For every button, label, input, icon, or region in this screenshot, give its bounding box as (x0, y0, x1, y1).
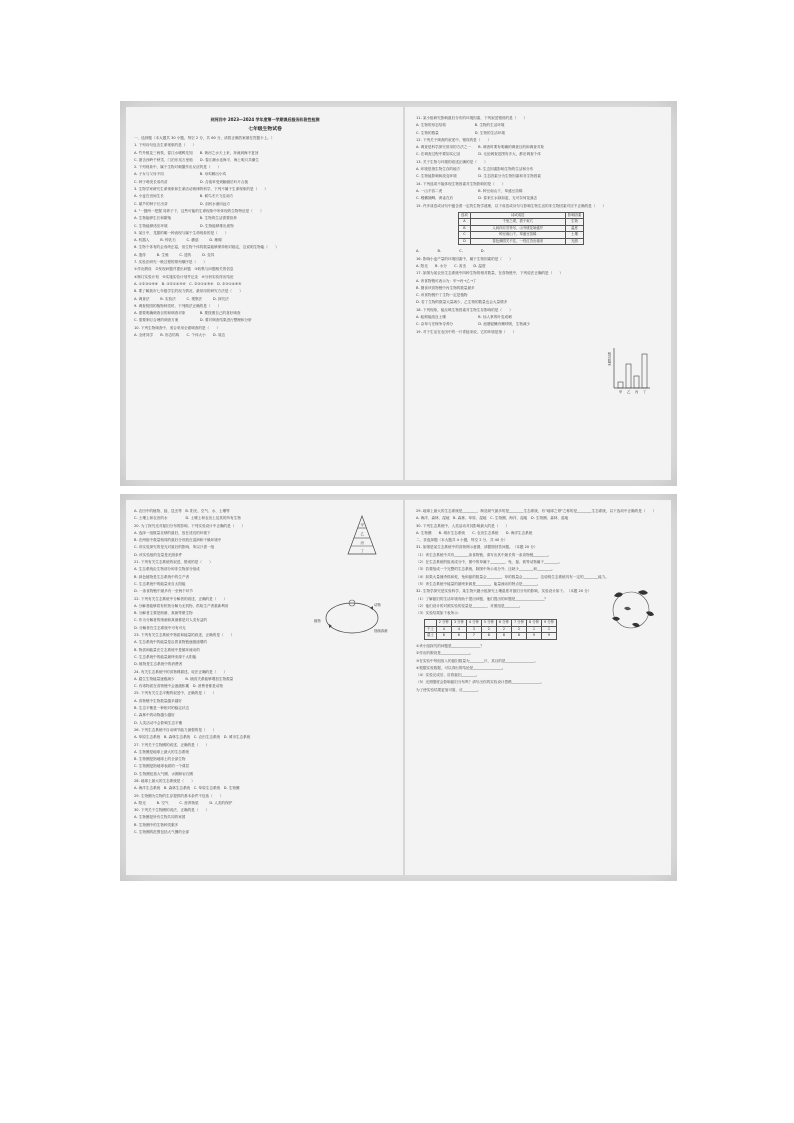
question-line: C. 生物的数量 D. 生物的生活环境 (416, 130, 505, 135)
question-line: （4）如果大量捕杀狐和蛇，兔和鼠的数量会________，草的数量会________，这说明生态系统具有一定的________能力。 (416, 574, 609, 579)
question-line: C. 需要制订合理的调查方案 D. 要对调查结果进行整理和分析 (134, 318, 252, 323)
table-cell: 春色满园关不住，一枝红杏出墙来 (470, 238, 565, 245)
table-cell: 3 (466, 626, 481, 633)
question-line: 为了使实验结果更加可靠，应________。 (416, 687, 481, 692)
question-line: 3. 生物学家研究生命现象和生命活动规律的科学，下列不属于生命现象的是（ ） (134, 187, 268, 192)
question-line: （5）光照强度会影响鼠妇分布吗？请写出你的实验设计思路________________。 (416, 680, 545, 685)
question-line: C. 该实验探究的是光对鼠妇的影响，所以只需一组 (134, 545, 215, 550)
question-line: 13. 关于生物与环境的叙述正确的是（ ） (416, 159, 488, 164)
question-line: 12. 下列关于调查的叙述中，错误的是（ ） (416, 137, 492, 142)
question-line: （1）了解鼠妇的生活环境有助于提出问题，他们提出的问题是________________？ (416, 596, 548, 601)
table-cell: 2 (511, 626, 526, 633)
question-line: C. 生物圈是指地球表面的一个薄层 (134, 764, 190, 769)
table-cell: B (459, 225, 471, 232)
question15-table (458, 212, 584, 246)
question-line: A. 农田中的植物、蛙、昆虫等 B. 阳光、空气、水、土壤等 (134, 509, 230, 513)
question-line: 10. 下列生物调查中，适合采用全面调查的是（ ） (134, 325, 220, 330)
table-cell: 1 (542, 626, 557, 633)
page2-left-column (134, 508, 396, 869)
question-line: 24. 有关生态系统中的食物网描述，说法正确的是（ ） (134, 669, 228, 674)
question-line: A. 生物的形态结构 B. 生物的生活环境 (416, 123, 505, 128)
table-cell: 2 (496, 626, 511, 633)
question-line: （4）实验完成后，应将鼠妇________。 (416, 673, 480, 678)
table-cell: 9 分钟 (542, 620, 557, 627)
question-line: B. 在两组中数量相同的鼠妇分别放在湿润和干燥环境中 (134, 538, 222, 543)
question-line: 11. 某小组研究影响鼠妇分布的环境因素，下列叙述错误的是（ ） (416, 116, 528, 120)
table-row (425, 633, 557, 640)
table-cell: 8 (481, 633, 496, 640)
bar-ding (642, 354, 647, 388)
question-line: A. 竹外桃花三两枝，春江水暖鸭先知 B. 黄河之水天上来，奔流到海不复回 (134, 150, 259, 155)
question-line: D. 若丁生物的数量大量减少，乙生物的数量也会大量增多 (416, 300, 508, 305)
question-line: A. 分解者能够将有机物分解为无机物，供给生产者重新利用 (134, 603, 229, 608)
page1-right-questions-a (416, 115, 674, 210)
bar-bing (634, 376, 639, 388)
question-line: A. 生态系统中的能量是沿着食物链逐级递增的 (134, 640, 207, 645)
material-cycle-figure (312, 596, 390, 642)
question-line: C. 窗含西岭千秋雪，门泊东吴万里船 D. 春江潮水连海平，海上明月共潮生 (134, 157, 259, 162)
question-line: C. 生态系统中的能量来自太阳能 (134, 581, 186, 586)
question-line: C. 该食物链中丁生物一定是植物 (416, 293, 468, 298)
pyramid-label: 丙 (360, 541, 364, 545)
table-cell: 湿土 (425, 633, 437, 640)
question-line: （2）在生态系统的组成成分中，图中的草属于________，兔、鼠、狐等动物属于________。 (416, 560, 563, 565)
cycle-label: 植物 (314, 619, 321, 623)
table-cell: 2 (481, 626, 496, 633)
question-line: 7. 实验法研究一般过程的排列顺序是（ ） (134, 260, 207, 265)
question-line: A. 生物能够生长和繁殖 B. 生物的生活需要营养 (134, 216, 237, 221)
exam-subtitle: 七年级生物试卷 (248, 127, 282, 132)
question-line: 9. 调查校园的植物种类时，下列做法正确的是（ ） (134, 303, 222, 308)
table-header: 诗或成语 (470, 212, 565, 219)
question-line: B. 绿色植物是生态系统中的生产者 (134, 574, 190, 579)
page1-right-column (416, 115, 674, 474)
question-line: C. 土壤上和农田的水 D. 土壤上和农田上及其的所有生物 (134, 516, 241, 521)
question-line: C. 生物圈的范围包括大气圈的全部 (134, 830, 190, 835)
question-line: 22. 下列有关生态系统中分解者的叙述，正确的是（ ） (134, 596, 228, 601)
question-line: C. 生态系统中的能量最终来源于太阳能 (134, 654, 197, 659)
energy-pyramid-figure (344, 514, 380, 556)
question-line: ④根据实验数据，可以得出的结论是________________。 (416, 665, 506, 670)
table-cell: C (459, 232, 471, 239)
table-cell: 生物 (565, 219, 584, 226)
tick-label: 乙 (627, 390, 631, 394)
question-line: 1. 下列诗句包含生命现象的是（ ） (134, 143, 197, 148)
table-header-row (425, 620, 557, 627)
question-line: （5）该生态系统中能量的最终来源是________，能量流动的特点是________。 (416, 581, 541, 586)
question-line: C. 种子萌发长成幼苗 D. 含羞草受到触碰后叶片合拢 (134, 179, 249, 184)
table-cell: 5 分钟 (481, 620, 496, 627)
table-cell: 8 分钟 (526, 620, 541, 627)
question-line: A. 机器人 B. 钟乳石 C. 蘑菇 D. 珊瑚 (134, 238, 222, 243)
exam-photo-page-2 (120, 494, 677, 881)
question-line: 30. 下列生态系统中，人类活动对其影响最大的是（ ） (416, 523, 510, 528)
question-line: B. 生态平衡是一种相对的稳定状态 (134, 706, 190, 711)
page1-left-column (134, 115, 396, 474)
question-line: （1）该生态系统中共有________条食物链，请写出其中最长的一条食物链________。 (416, 552, 552, 557)
question-line: A. 生物圈是地球上最大的生态系统 (134, 749, 189, 754)
table-cell: 8 (496, 633, 511, 640)
question-line: C. 螳螂捕蝉，黄雀在后 D. 春来江水绿如蓝，无可奈何花落去 (416, 196, 538, 201)
table-cell: A (459, 219, 471, 226)
bar-yi (626, 364, 631, 388)
exam-sheet-2 (126, 500, 671, 875)
question-line: C. 杂草与庄稼争夺养分 D. 池塘泥鳅有鳃呼吸，生物减少 (416, 322, 531, 327)
question-line: A. 该食物链可表示为：甲→丙→乙→丁 (416, 278, 477, 283)
question32-table (424, 619, 557, 640)
question-line: A. 阳光 B. 空气 C. 营养物质 D. 人类的保护 (134, 800, 233, 805)
question-line: A. 遗传 B. 生殖 C. 遗传 D. 变异 (134, 252, 215, 257)
question17-bar-chart (604, 344, 654, 396)
question-line: B. 生物圈是指地球上的全部生物 (134, 757, 186, 762)
page1-left-questions (134, 135, 396, 339)
question-line: D. 人类活动不会影响生态平衡 (134, 720, 183, 725)
question-line: A. 需要明确调查目的和调查对象 B. 要按照自己的喜好调查 (134, 311, 241, 316)
question-line: 8. 要了解我市七年级学生的视力情况，最常用的研究方法是（ ） (134, 289, 243, 294)
table-cell: 4 (451, 626, 466, 633)
question-line: 32. 生物学探究是实验科学，某生物兴趣小组探究土壤湿度对鼠妇分布的影响，实验设计如下。（本题 20 分） (416, 589, 592, 594)
question-line: A. 生物圈 B. 城市生态系统 C. 农田生态系统 D. 海洋生态系统 (416, 530, 533, 535)
page2-left-questions (134, 508, 396, 836)
table-cell: 1 (526, 626, 541, 633)
question-line: A. 一山不容二虎 B. 种豆南山下，草盛豆苗稀 (416, 188, 523, 193)
question-line: 5. 某日中，龙猫的哪一种表现与属于生命现象的是（ ） (134, 230, 229, 235)
question-line: C. 葫芦的种子长出芽 D. 剑河水流向远方 (134, 201, 231, 206)
question-line: 26. 下列生态系统中自动调节能力最强的是（ ） (134, 727, 217, 732)
question-line: D. 分解者在生态系统中可有可无 (134, 625, 186, 630)
question-line: A. 全班同学 B. 形态结构 C. 个体大小 D. 周边 (134, 333, 226, 338)
question-line: A. B. C. D. (416, 249, 485, 254)
table-header: 选项 (459, 212, 471, 219)
chart-ylabel: 相对数量 (607, 352, 611, 366)
question-line: 4. "一猪两一把握 同养子下，这些可能的生命现象中所体现的生物特征是（ ） (134, 208, 264, 213)
table-cell: D (459, 238, 471, 245)
table-cell: 人间四月芳菲尽，山寺桃花始盛开 (470, 225, 565, 232)
question-line: ④制订实验计划 ⑤实施实验计划并记录 ⑥分析实验得出结论 (134, 274, 234, 279)
question-line: A. 环境是指生物生存的地方 B. 生态因素影响生物的生活和分布 (416, 167, 534, 172)
question-line: B. 摄食该食物链中丙生物的数量最多 (416, 285, 475, 290)
page1-right-questions-b (416, 248, 674, 336)
question-line: A. 子女与父母不同 B. 母鸡孵出小鸡 (134, 172, 227, 177)
question-line: 2. 下列现象中，属于生物对刺激作出反应的是（ ） (134, 165, 222, 170)
table-cell: 4 分钟 (466, 620, 481, 627)
question-line: A. ①②③④⑤⑥ B. ③②①④⑤⑥ C. ②③①④⑤⑥ D. ②③①④⑥⑤ (134, 281, 242, 286)
question-line: A. 阳光 B. 水分 C. 害虫 D. 温度 (416, 263, 486, 268)
question-line: A. 小麦在田间生长 B. 候鸟冬天飞往南方 (134, 194, 234, 199)
table-cell: 种豆南山下，草盛豆苗稀 (470, 232, 565, 239)
question-line: 20. 为了探究光对鼠妇分布的影响，下列实验设计中正确的是（ ） (134, 523, 246, 528)
question-line: 6. 生物个体有的会寿终正寝，但生物个体的数量能够保持相对稳定，这说明生物能（ ） (134, 245, 279, 250)
question-line: A. 生态系统由生物部分和非生物部分组成 (134, 567, 200, 572)
question-line: A. 调查是科学探究常用的方法之一 B. 调查时要有明确的调查目的和调查对象 (416, 145, 545, 150)
question-line: （3）若要组成一个完整的生态系统，除图中所示成分外，还缺少________和________。 (416, 567, 555, 572)
tick-label: 甲 (619, 390, 623, 394)
question-line: C. 在调查过程中要如实记录 D. 无论调查范围有多大，都应调查个体 (416, 152, 541, 157)
question-line: 21. 下列有关生态系统的叙述，错误的是（ ） (134, 560, 213, 565)
question-line: 16. 影响小麦产量的环境因素中，属于生物因素的是（ ） (416, 256, 513, 261)
question-line: 23. 下列有关生态系统中物质和能量的叙述，正确的是（ ） (134, 633, 235, 638)
question-line: B. 物质和能量在生态系统中是循环流动的 (134, 647, 200, 652)
table-cell: 千里之堤，溃于蚁穴 (470, 219, 565, 226)
exam-photo-page-1 (120, 101, 677, 486)
cycle-label: 细菌真菌 (374, 629, 388, 633)
pyramid-label: 甲 (360, 523, 364, 527)
question-line: 二、非选择题（本大题共 4 小题，每空 2 分，共 40 分） (416, 538, 508, 543)
table-cell: 6 (451, 633, 466, 640)
table-cell: 7 (466, 633, 481, 640)
question-line: A. 食物链中生物数量越多越好 (134, 698, 182, 703)
page2-right-column (416, 508, 674, 869)
question-line: C. 生物能影响和改变环境 D. 生态因素分为生物因素和非生物因素 (416, 174, 541, 179)
question-line: 18. 下列现象，能反映生物因素对生物生存影响的是（ ） (416, 307, 513, 312)
page2-right-questions-b (416, 643, 674, 694)
question-line: A. 腐生生物能量逐级减少 B. 捕食关系能够增加生物数量 (134, 676, 234, 681)
question-line: 19. 对于生活在农田中的一只青蛙来说，它的环境是指（ ） (416, 329, 517, 334)
question-line: B. 分解者主要是细菌、真菌等微生物 (134, 611, 193, 616)
tick-label: 丁 (643, 390, 647, 394)
table-cell: 7 分钟 (511, 620, 526, 627)
table-cell: 温度 (565, 225, 584, 232)
question-line: C. 有毒物质在食物链中会逐级积累 D. 消费者都是动物 (134, 684, 223, 689)
table-cell: 6 分钟 (496, 620, 511, 627)
question-line: 31. 如图是某生态系统中的食物网示意图，请据图回答问题。（本题 20 分） (416, 545, 538, 550)
question-line: 14. 下列选项不能体现生物因素对生物影响的是（ ） (416, 181, 506, 186)
tick-label: 丙 (635, 390, 639, 394)
question-line: A. 草原生态系统 B. 森林生态系统 C. 农田生态系统 D. 城市生态系统 (134, 735, 251, 740)
table-header: 影响因素 (565, 212, 584, 219)
table-cell: 干土 (425, 626, 437, 633)
question-line: B. 生物圈中的生物种类繁多 (134, 822, 179, 827)
exam-sheet-1 (126, 107, 671, 480)
pyramid-label: 乙 (360, 532, 364, 536)
question-line: C. 作为分解者的细菌和真菌都是对人类有益的 (134, 618, 208, 623)
cycle-label: 动物 (374, 603, 381, 607)
table-cell: 8 (511, 633, 526, 640)
question-line: A. 海洋生态系统 B. 森林生态系统 C. 草原生态系统 D. 生物圈 (134, 786, 240, 791)
question-line: ①作出假设 ②发现问题并提出问题 ③收集与问题相关的信息 (134, 267, 234, 272)
question-line: 17. 如图为某农田生态系统中四种生物的相对数量，在食物链中，下列说法正确的是（ ） (416, 271, 564, 276)
food-web-figure (602, 584, 660, 636)
question-line: 28. 地球上最大的生态系统是（ ） (134, 778, 195, 783)
question-line: D. 植物是生态系统中的消费者 (134, 662, 183, 667)
table-cell: 2 分钟 (436, 620, 451, 627)
question-line: 15. 许多成语或诗句中蕴含着一定的生物学道理，以下成语或诗句与影响生物生活的非生物因素对应不正确的是（ ） (416, 203, 607, 208)
question-line: 一、选择题（本大题共 30 小题，每空 2 分，共 60 分，请将正确答案填在答题卡上。） (134, 136, 275, 140)
question-line: C. 生物能够适应环境 D. 生物能够排出废物 (134, 223, 234, 228)
question-line: （2）他们设计的对照实验的变量是________，对照组是________。 (416, 603, 523, 608)
table-cell: 9 (526, 633, 541, 640)
question-line: （3）实验结果如下表所示： (416, 611, 462, 616)
question-line: A. 海洋、森林、湿地 B. 森林、草原、湿地 C. 生物圈、海洋、湿地 D. 生物圈、森林、湿地 (416, 516, 569, 521)
exam-title: 剑河四中 2023—2024 学年度第一学期课后服务阶段性检测 (210, 117, 320, 122)
question-line: ①该小组探究的问题是________________？ (416, 643, 484, 648)
page-fold (403, 500, 405, 875)
question-line: 25. 下列有关生态平衡的叙述中，正确的是（ ） (134, 691, 217, 696)
question-line: ③在实验中每组放入的鼠妇数量为________只，其目的是________________。 (416, 658, 538, 663)
question-line: 29. 生物圈为生物的生存提供的基本条件不包括（ ） (134, 793, 224, 798)
page-fold (403, 107, 405, 480)
question-line: D. 该实验组的变量是光照条件 (134, 552, 183, 557)
table-cell: 9 (542, 633, 557, 640)
table-cell: 4 (436, 626, 451, 633)
question-line: D. 生物圈包括大气圈、水圈和岩石圈 (134, 771, 193, 776)
question-line: ②作出的假设是________________。 (416, 651, 474, 656)
table-cell: 光照 (565, 238, 584, 245)
question-line: A. 调查法 B. 实验法 C. 观察法 D. 探究法 (134, 296, 229, 301)
table-cell: 3 分钟 (451, 620, 466, 627)
table-cell: 土壤 (565, 232, 584, 239)
question-line: A. 生物圈是所有生物共同的家园 (134, 815, 186, 820)
table-cell: 6 (436, 633, 451, 640)
question-line: A. 选择一组数量足够的鼠妇，放在适宜的环境下 (134, 530, 211, 535)
question-line: D. 一条食物链中最多有一至两个环节 (134, 589, 193, 594)
question-line: 29. 地球上最大的生态系统是________，制造氧气最多的是________生态系统，有"地球之肾"之称的是________生态系统，以下选项中正确的是（ ） (416, 509, 657, 513)
question-line: 30. 下列关于生物圈的说法，正确的是（ ） (134, 808, 210, 813)
pyramid-label: 丁 (360, 549, 364, 553)
question-line: A. 蚯蚓能改良土壤 B. 仙人掌的叶变成刺 (416, 315, 512, 320)
question-line: 27. 下列关于生物圈的叙述，正确的是（ ） (134, 742, 210, 747)
question-line: C. 森林中的动物越少越好 (134, 713, 175, 718)
bar-jia (618, 382, 623, 388)
